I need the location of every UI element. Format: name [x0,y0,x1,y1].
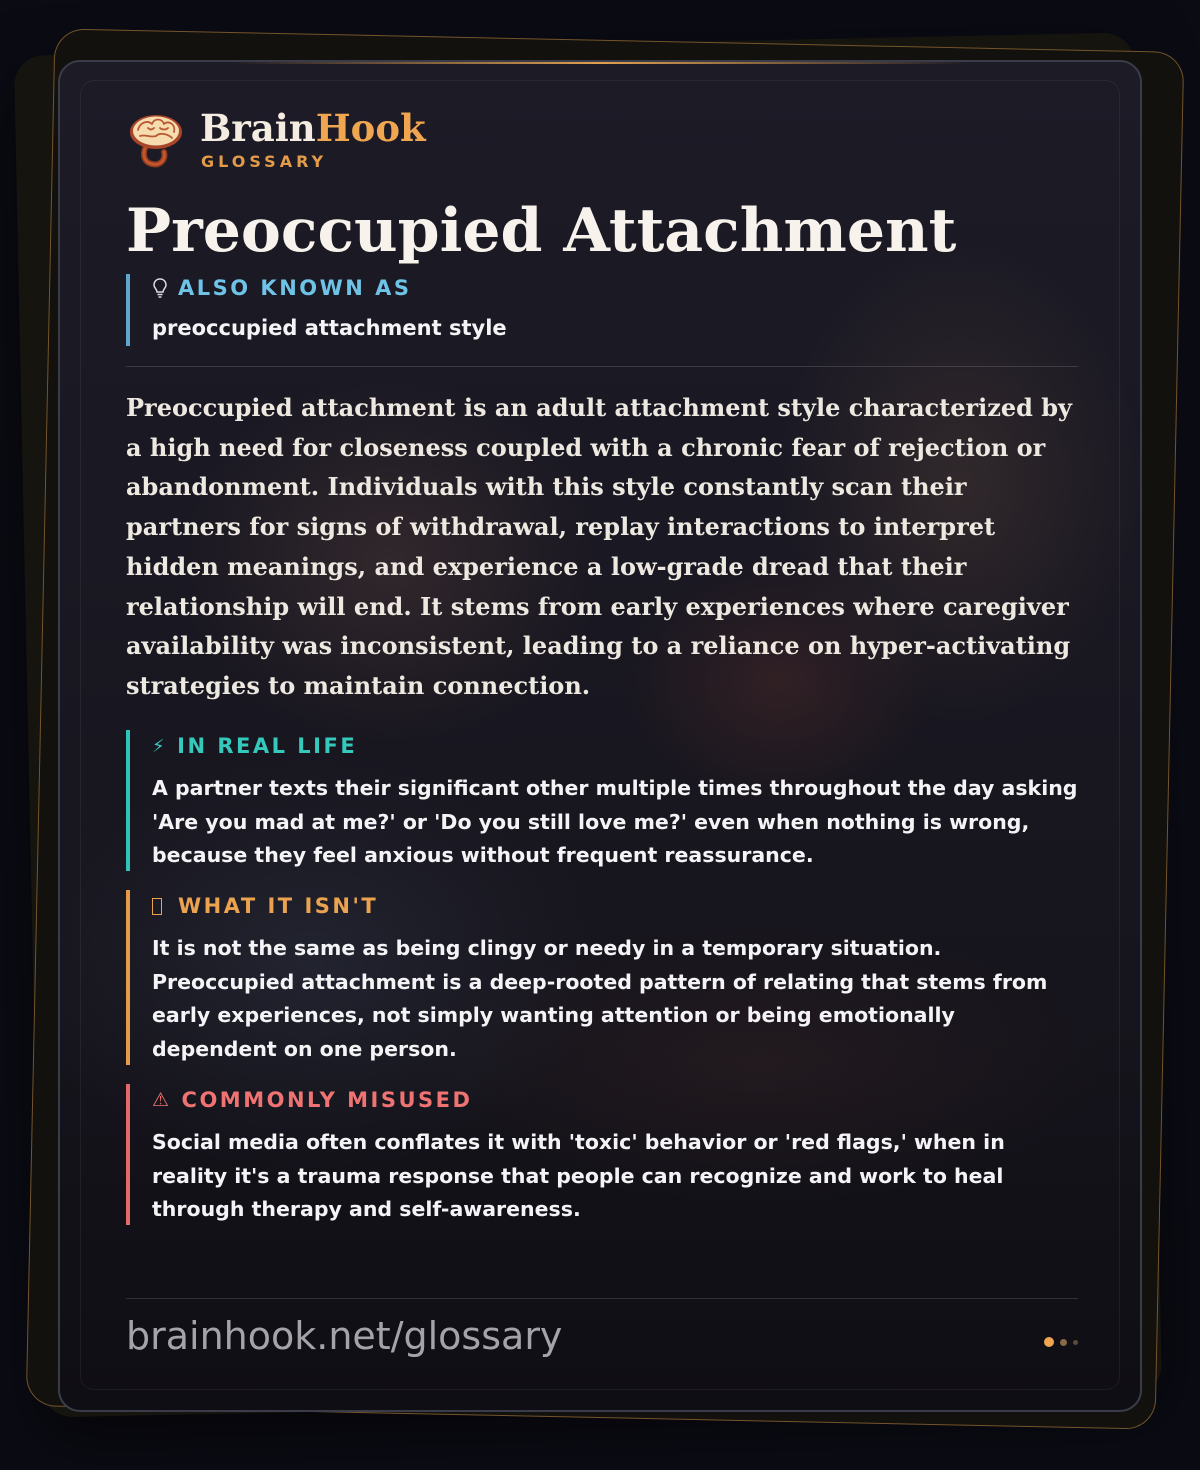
pagination-dot [1060,1339,1067,1346]
footer-divider [126,1298,1078,1299]
card-top-glow [230,62,970,64]
also-known-as-heading: ALSO KNOWN AS [178,276,412,300]
what-it-isnt-heading-row [152,890,1082,918]
lightbulb-icon [152,277,168,299]
what-it-isnt-heading: WHAT IT ISN'T [178,894,379,918]
what-it-isnt-section [126,890,1082,1065]
brand-name [200,106,426,150]
commonly-misused-section [126,1084,1082,1225]
footer-url-link[interactable]: brainhook.net/glossary [126,1314,563,1358]
commonly-misused-heading-row [152,1084,1082,1112]
glossary-card [58,60,1142,1412]
brain-hook-icon [126,110,186,170]
also-known-as-heading-row [152,274,1082,300]
also-known-as-value: preoccupied attachment style [152,316,507,340]
in-real-life-heading-row [152,730,1082,758]
brand-header [126,106,526,176]
term-title: Preoccupied Attachment [126,196,957,266]
pagination-dot [1073,1340,1078,1345]
definition-text: Preoccupied attachment is an adult attachment style characterized by a high need for closeness coupled with a chronic fear of rejection or abandonment. Individuals with this style constantly scan their partners for signs of withdrawal, replay interactions to interpret hidden meanings, and experience a low-grade dread that their relationship will end. It stems from early experiences where caregiver availability was inconsistent, leading to a reliance on hyper-activating strategies to maintain connection. [126,393,1072,700]
brand-subtitle: GLOSSARY [201,152,328,171]
missing-glyph-icon [152,898,162,915]
lightning-icon: ⚡ [152,735,168,757]
brand-name-part1: Brain [200,106,316,150]
pagination-dot-active [1044,1337,1054,1347]
brand-name-part2: Hook [315,106,426,150]
warning-icon: ⚠ [152,1089,172,1111]
commonly-misused-body: Social media often conflates it with 'toxic' behavior or 'red flags,' when in reality it's a trauma response that people can recognize and work to heal through therapy and self-awareness. [152,1130,1005,1222]
section-divider [126,366,1078,367]
pagination-dots [1044,1337,1078,1347]
in-real-life-body: A partner texts their significant other multiple times throughout the day asking 'Are you mad at me?' or 'Do you still love me?' even when nothing is wrong, because they feel anxious without frequent reassurance. [152,776,1078,868]
what-it-isnt-body: It is not the same as being clingy or needy in a temporary situation. Preoccupied attachment is a deep-rooted pattern of relating that stems from early experiences, not simply wanting attention or being emotionally dependent on one person. [152,936,1048,1062]
also-known-as-section [126,274,1082,346]
in-real-life-section [126,730,1082,871]
in-real-life-heading: IN REAL LIFE [177,734,358,758]
commonly-misused-heading: COMMONLY MISUSED [181,1088,473,1112]
